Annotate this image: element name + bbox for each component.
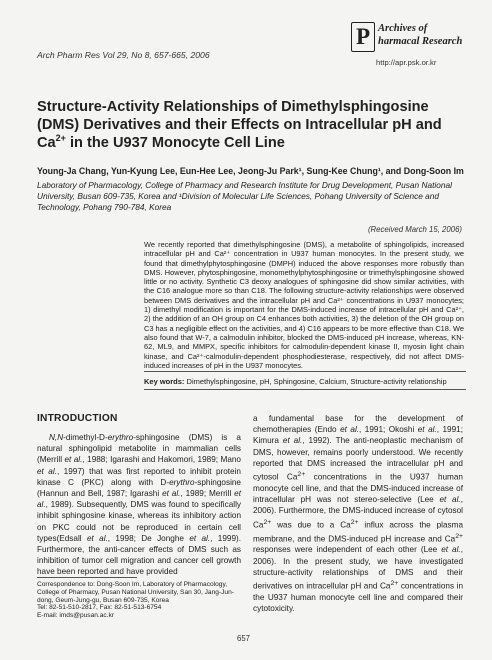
footnote-phone: Tel: 82-51-510-2817, Fax: 82-51-513-6754 xyxy=(37,604,162,612)
received-date: (Received March 15, 2006) xyxy=(367,225,462,234)
title-part-2: in the U937 Monocyte Cell Line xyxy=(65,135,285,151)
logo-letter-icon: P xyxy=(351,22,375,52)
logo-line-1: Archives of xyxy=(378,23,428,34)
footnote-email[interactable]: E-mail: imds@pusan.ac.kr xyxy=(37,612,115,620)
title-superscript: 2+ xyxy=(55,133,66,144)
logo-line-2: harmacal Research xyxy=(378,36,463,47)
article-title xyxy=(37,98,457,152)
section-heading: INTRODUCTION xyxy=(37,413,118,424)
footnote-divider xyxy=(37,577,137,578)
keywords-label: Key words: xyxy=(144,377,185,386)
page-number: 657 xyxy=(237,634,251,643)
journal-reference: Arch Pharm Res Vol 29, No 8, 657-665, 2006 xyxy=(37,50,210,60)
correspondence-footnote xyxy=(37,581,241,620)
body-column-left: N,N-dimethyl-D-erythro-sphingosine (DMS) is a natural sphingolipid metabolite in mammalian cells (Merrill et al., 1988; Igarashi and Hakomori, 1989; Mano et al., 1997) that was first reported to inhibit protein kinase C (PKC) along with D-erythro-sphingosine (Hannun and Bell, 1987; Igarashi et al., 1989; Merrill et al., 1989). Subsequently, DMS was found to specifically inhibit sphingosine kinase, whereas its inhibitory action on PKC could not be reproduced in certain cell types(Edsall et al., 1998; De Jonghe et al., 1999). Furthermore, the anti-cancer effects of DMS such as inhibition of tumor cell migration and cancer cell growth have been reported and have provided xyxy=(37,433,241,577)
title-part-1: Structure-Activity Relationships of Dimethylsphingosine (DMS) Derivatives and their Effects on Intracellular pH and Ca xyxy=(37,99,442,151)
body-column-right: a fundamental base for the development of chemotherapies (Endo et al., 1991; Okoshi et al., 1991; Kimura et al., 1992). The anti-neoplastic mechanism of DMS, however, remains poorly understood. We recently reported that DMS increased the intracellular pH and cytosol $Ca^{2+}$ concentrations in the U937 human monocyte cell line, and that the DMS-induced increase of intracellular pH was not stereo-selective (Lee et al., 2006). Furthermore, the DMS-induced increase of cytosol $Ca^{2+}$ was due to a $Ca^{2+}$ influx across the plasma membrane, and the DMS-induced pH increase and $Ca^{2+}$ responses were independent of each other (Lee et al., 2006). In the present study, we have investigated structure-activity relationships of DMS and their derivatives on intracellular pH and $Ca^{2+}$ concentrations in the U937 human monocyte cell line and compared their cytotoxicity. xyxy=(253,414,463,614)
keywords-text: Dimethylsphingosine, pH, Sphingosine, Calcium, Structure-activity relationship xyxy=(184,377,447,386)
journal-url[interactable]: http://apr.psk.or.kr xyxy=(376,58,437,67)
affiliations: Laboratory of Pharmacology, College of Pharmacy and Research Institute for Drug Development, Pusan National University, Busan 609-735, Korea and ¹Division of Molecular Life Sciences, Pohang University of Science and Technology, Pohang 790-784, Korea xyxy=(37,180,452,213)
journal-logo xyxy=(351,22,469,52)
footnote-correspondence: Correspondence to: Dong-Soon Im, Laboratory of Pharmacology, College of Pharmacy, Pusan National University, San 30, Jang-Jun-dong, Geum-Jung-gu, Busan 609-735, Korea xyxy=(37,581,234,604)
keywords xyxy=(144,377,474,386)
divider xyxy=(144,389,466,390)
abstract: We recently reported that dimethylsphingosine (DMS), a metabolite of sphingolipids, increased intracellular pH and Ca²⁺ concentration in U937 human monocytes. In the present study, we found that dimethylphytosphingosine (DMPH) induced the above responses more robustly than DMS. However, phytosphingosine, monomethylphytosphingosine or trimethylsphingosine showed little or no activity. Synthetic C3 deoxy analogues of sphingosine did show similar activities, with the C16 analogue more so than C18. The following structure-activity relationships were observed between DMS derivatives and the intracellular pH and Ca²⁺ concentrations in U937 monocytes; 1) dimethyl modification is important for the DMS-induced increase of intracellular pH and Ca²⁺, 2) the addition of an OH group on C4 enhances both activities, 3) the deletion of the OH group on C3 has a negligible effect on the activities, and 4) C16 appears to be more effective than C18. We also found that W-7, a calmodulin inhibitor, blocked the DMS-induced pH increase, whereas, KN-62, ML9, and MMPX, specific inhibitors for calmodulin-dependent kinase II, myosin light chain kinase, and Ca²⁺-calmodulin-dependent phosphodiesterase, respectively, did not affect DMS-induced increases of pH in the U937 monocytes. xyxy=(144,240,464,370)
author-list: Young-Ja Chang, Yun-Kyung Lee, Eun-Hee Lee, Jeong-Ju Park¹, Sung-Kee Chung¹, and Dong-Soon Im xyxy=(37,166,464,176)
divider xyxy=(144,371,466,372)
